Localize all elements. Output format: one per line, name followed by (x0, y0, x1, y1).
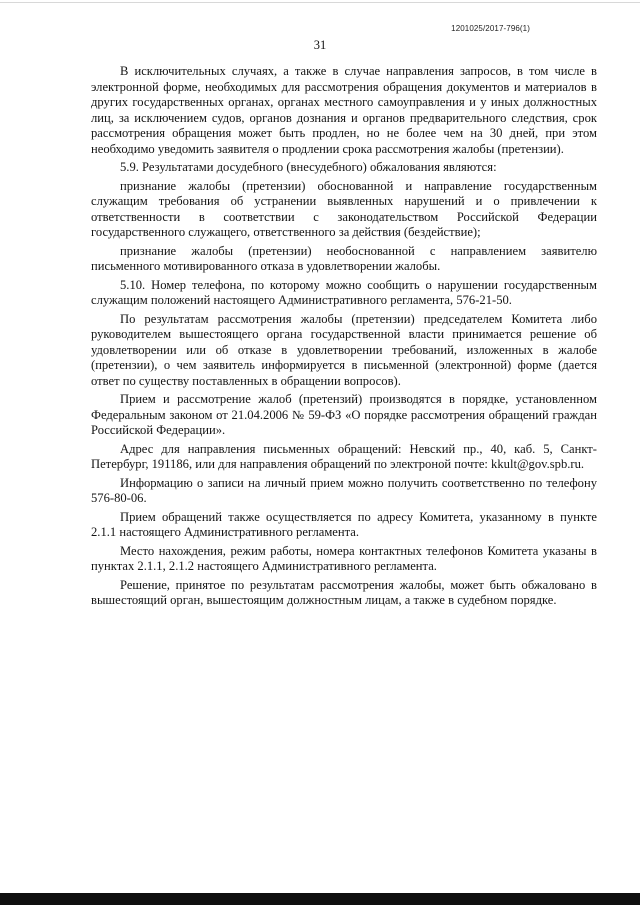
paragraph-5-9-heading: 5.9. Результатами досудебного (внесудебного) обжалования являются: (120, 160, 497, 174)
paragraph-appeal: Решение, принятое по результатам рассмотрения жалобы, может быть обжаловано в вышестоящий орган, вышестоящим должностным лицам, а также в судебном порядке. (91, 577, 597, 607)
scan-edge-line (0, 2, 640, 3)
paragraph-5-10-phone: 5.10. Номер телефона, по которому можно сообщить о нарушении государственным служащим положений настоящего Административного регламента, 576-21-50. (91, 277, 597, 307)
paragraph-decision: По результатам рассмотрения жалобы (претензии) председателем Комитета либо руководителем вышестоящего органа государственной власти принимается решение об удовлетворении или об отказе в удовлетворении требований, изложенных в жалобе (претензии), о чем заявитель информируется в письменной (электронной) форме (дается ответ по существу поставленных в обращении вопросов). (91, 311, 597, 388)
document-body (91, 64, 597, 612)
paragraph-appointment-info: Информацию о записи на личный прием можно получить соответственно по телефону 576-80-06. (91, 475, 597, 505)
page-number: 31 (313, 38, 327, 52)
paragraph-extension-of-term: В исключительных случаях, а также в случае направления запросов, в том числе в электронной форме, необходимых для рассмотрения обращения документов и материалов в других государственных органах, органах местного самоуправления и у иных должностных лиц, за исключением судов, органов дознания и органов предварительного следствия, срок рассмотрения обращения может быть продлен, но не более чем на 30 дней, при этом необходимо уведомить заявителя о продлении срока рассмотрения жалобы (претензии). (91, 64, 597, 156)
paragraph-address: Адрес для направления письменных обращений: Невский пр., 40, каб. 5, Санкт-Петербург, 191186, или для направления обращений по электроной почте: kkult@gov.spb.ru. (91, 441, 597, 471)
paragraph-complaint-unjustified: признание жалобы (претензии) необоснованной с направлением заявителю письменного мотивированного отказа в удовлетворении жалобы. (91, 243, 597, 273)
paragraph-procedure: Прием и рассмотрение жалоб (претензий) производятся в порядке, установленном Федеральным законом от 21.04.2006 № 59-ФЗ «О порядке рассмотрения обращений граждан Российской Федерации». (91, 392, 597, 437)
scan-bottom-edge (0, 893, 640, 905)
paragraph-complaint-justified: признание жалобы (претензии) обоснованной и направление государственным служащим требования об устранении выявленных нарушений и о привлечении к ответственности в соответствии с законодательством Российской Федерации государственного служащего, ответственного за действия (бездействие); (91, 178, 597, 239)
document-id: 1201025/2017-796(1) (451, 24, 530, 33)
paragraph-location: Место нахождения, режим работы, номера контактных телефонов Комитета указаны в пунктах 2.1.1, 2.1.2 настоящего Административного регламента. (91, 543, 597, 573)
paragraph-reception: Прием обращений также осуществляется по адресу Комитета, указанному в пункте 2.1.1 настоящего Административного регламента. (91, 509, 597, 539)
